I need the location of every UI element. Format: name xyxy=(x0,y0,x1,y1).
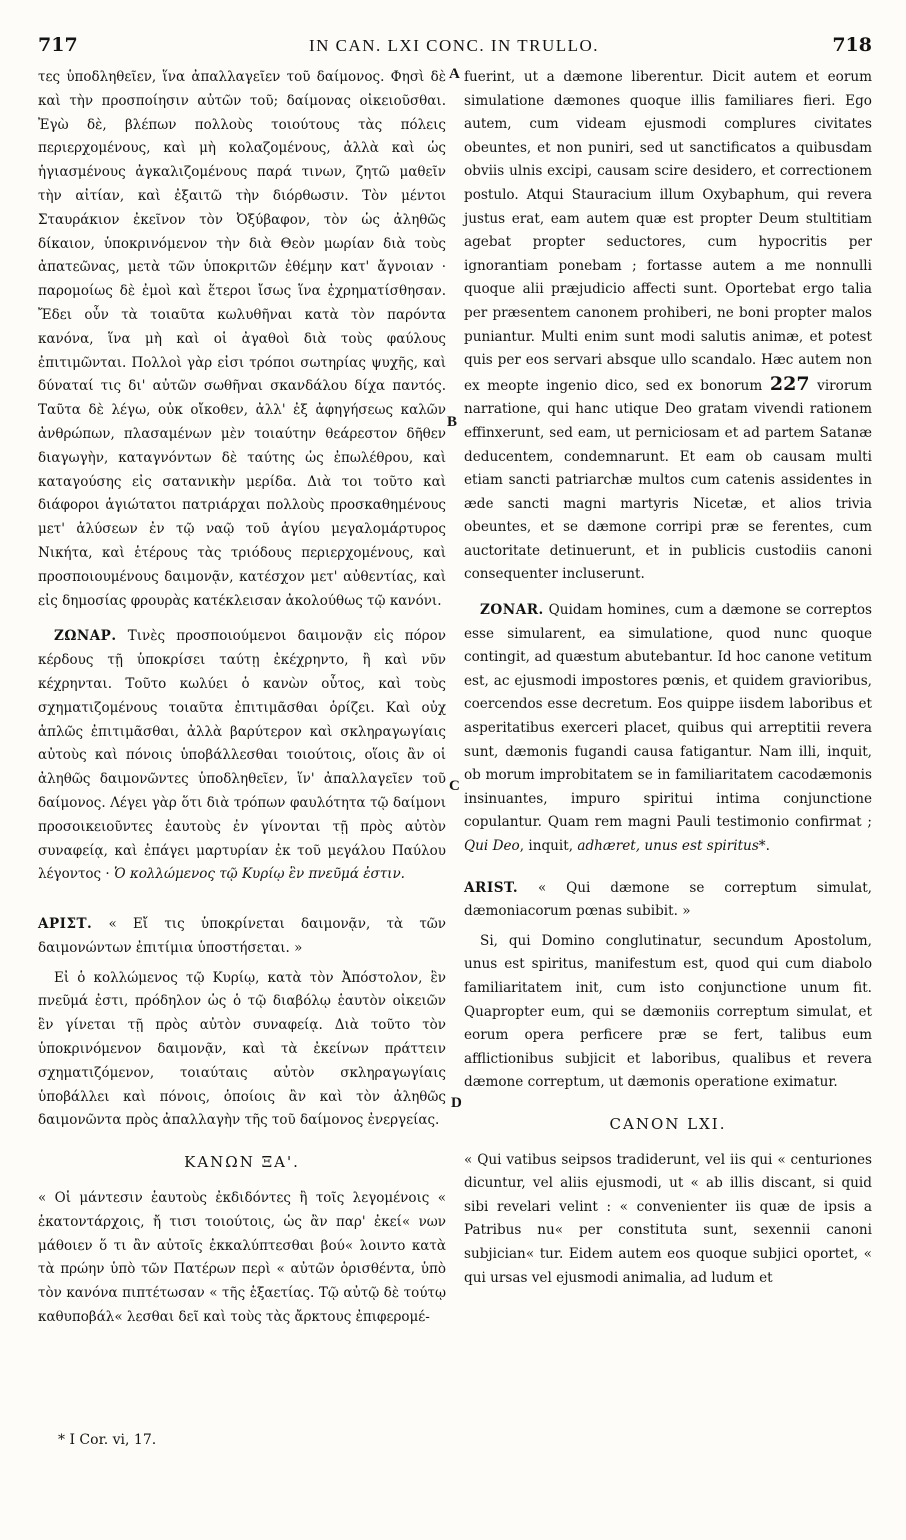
latin-footnote-ref: *. xyxy=(758,838,770,854)
margin-marker-c: C xyxy=(449,778,460,794)
margin-marker-a: A xyxy=(449,66,460,82)
latin-canon-heading: CANON LXI. xyxy=(609,1114,727,1133)
latin-column xyxy=(464,66,872,1290)
greek-column xyxy=(38,66,446,1330)
latin-zonaras-quote-2: adhæret, unus est spiritus xyxy=(577,838,759,854)
footnote: * I Cor. vi, 17. xyxy=(58,1432,157,1448)
running-title: IN CAN. LXI CONC. IN TRULLO. xyxy=(308,36,600,55)
running-header xyxy=(36,34,872,62)
latin-aristenus-quote: « Qui dæmone se correptum simulat, dæmoniacorum pœnas subibit. » xyxy=(464,879,872,920)
greek-canon-heading: ΚΑΝΩΝ ΞΑ'. xyxy=(184,1153,300,1172)
latin-aristenus-summary xyxy=(464,877,872,924)
latin-paragraph-main xyxy=(464,66,872,587)
greek-canon-text: « Οἱ μάντεσιν ἑαυτοὺς ἐκδιδόντες ἢ τοῖς λεγομένοις « ἑκατοντάρχοις, ἤ τισι τοιούτοις, ὡς ἂν παρ' ἐκεί« νων μάθοιεν ὅ τι ἂν αὐτοῖς ἐκκαλύπτεσθαι βού« λοιντο κατὰ τὰ πρώην ὑπὸ τῶν Πατέρων περὶ « αὐτῶν ὁρισθέντα, ὑπὸ τὸν κανόνα πιπτέτωσαν « τῆς ἑξαετίας. Τῷ αὐτῷ δὲ τούτῳ καθυποβάλ« λεσθαι δεῖ καὶ τοὺς τὰς ἄρκτους ἐπιφερομέ- xyxy=(38,1190,446,1326)
greek-paragraph-main: τες ὑποδληθεῖεν, ἵνα ἀπαλλαγεῖεν τοῦ δαίμονος. Φησὶ δὲ καὶ τὴν προσποίησιν αὐτῶν τοῦ; δαίμονας οἰκειοῦσθαι. Ἐγὼ δὲ, βλέπων πολλοὺς τοιούτους τὰς πόλεις περιερχομένους, καὶ μὴ κολαζομένους, ἀλλὰ καὶ ὡς ἡγιασμένους ἀγκαλιζομένους παρά τινων, ζητῶ μαθεῖν τὴν αἰτίαν, καὶ ἐξαιτῶ τὴν διόρθωσιν. Τὸν μέντοι Σταυράκιον ἐκεῖνον τὸν Ὀξύβαφον, τὸν ὡς ἀληθῶς δίκαιον, ὑποκρινόμενον τὴν διὰ Θεὸν μωρίαν διὰ τοὺς ἀπατεῶνας, μετὰ τῶν ὑποκριτῶν ἐθέμην κατ' ἄγνοιαν · παρομοίως δὲ ἐμοὶ καὶ ἕτεροι ἴσως ἵνα ἐχρηματίσθησαν. Ἔδει οὖν τὰ τοιαῦτα κωλυθῆναι κατὰ τὸν παρόντα κανόνα, ἵνα μὴ καὶ οἱ ἀγαθοὶ διὰ τοὺς φαύλους ἐπιτιμῶνται. Πολλοὶ γὰρ εἰσι τρόποι σωτηρίας ψυχῆς, καὶ δύναταί τις δι' αὐτῶν σωθῆναι σκανδάλου δίχα παντός. Ταῦτα δὲ λέγω, οὐκ οἴκοθεν, ἀλλ' ἐξ ἀφηγήσεως καλῶν ἀνθρώπων, πλασαμένων μὲν τοιαύτην θεάρεστον δῆθεν διαγωγὴν, καταγνόντων δὲ ταύτης ὡς ἐπωλέθρου, καὶ καταγούσης εἰς σατανικὴν μερίδα. Διὰ τοι τοῦτο καὶ διάφοροι ἁγιώτατοι πατριάρχαι πολλοὺς προσκαθημένους μετ' ἁλύσεων ἐν τῷ ναῷ τοῦ ἁγίου μεγαλομάρτυρος Νικήτα, καὶ ἑτέρους τὰς τριόδους περιερχομένους, καὶ προσποιουμένους δαιμονᾷν, κατέσχον μετ' αὐθεντίας, καὶ εἰς δημοσίας φρουρὰς κατέκλεισαν ἀκολούθως τῷ κανόνι. xyxy=(38,69,446,609)
latin-aristenus-text: Si, qui Domino conglutinatur, secundum Apostolum, unus est spiritus, manifestum est, quod qui cum diabolo familiaritatem init, cum isto conjunctione unum fit. Quapropter eum, qui se dæmoniis correptum simulat, et eorum opera perficere præ se fert, talibus eum afflictionibus subjicit et laboribus, qualibus et revera dæmone correptum, ut dæmonis operatione eximatur. xyxy=(464,932,872,1091)
latin-paragraph-part-b: virorum narratione, qui hanc utique Deo gratam vivendi rationem effinxerunt, sed eam, ut perniciosam et ad partem Satanæ deducentem, condemnarunt. Et eam ob causam multi etiam sancti patriarchæ multos cum catenis assidentes in æde sancti magni martyris Nicetæ, et alios trivia obeuntes, et se dæmone corripi præ se ferentes, cum auctoritate detinuerunt, et in publicis custodiis canoni consequenter incluserunt. xyxy=(464,377,872,583)
margin-marker-d: D xyxy=(451,1095,462,1111)
latin-zonaras-quote-1: Qui Deo xyxy=(464,838,520,854)
greek-aristenus-quote: « Εἴ τις ὑποκρίνεται δαιμονᾷν, τὰ τῶν δαιμονώντων ἐπιτίμια ὑποστήσεται. » xyxy=(38,916,446,956)
latin-canon-text: « Qui vatibus seipsos tradiderunt, vel iis qui « centuriones dicuntur, vel aliis ejusmodi, ut « ab illis discant, si quid sibi revelari velint : « convenienter iis quæ de ipsis a Patribus nu« per constituta sunt, sexennii canoni subjician« tur. Eidem autem eos quoque subjici oportet, « qui ursas vel ejusmodi animalia, ad ludum et xyxy=(464,1151,872,1286)
page-number-left: 717 xyxy=(38,34,78,56)
latin-zonaras-text: Quidam homines, cum a dæmone se correptos esse simularent, ea simulatione, quod nunc quoque contingit, ad quæstum abutebantur. Id hoc canone vetitum est, ac ejusmodi impostores pœnis, et quidem gravioribus, coercendos esse decretum. Eos quippe iisdem laboribus et asperitatibus exerceri placet, quibus qui arreptitii revera sunt, dæmonis fugandi causa fatigantur. Nam illi, inquit, ob morum improbitatem se in familiaritatem cacodæmonis insinuantes, impuro spiritui intima conjunctione copulantur. Quam rem magni Pauli testimonio confirmat ; xyxy=(464,602,872,831)
latin-paragraph-part-a: fuerint, ut a dæmone liberentur. Dicit autem et eorum simulatione dæmones quoque illis familiares fieri. Ego autem, cum videam ejusmodi complures civitates obeuntes, et non puniri, sed ut sanctificatos a quibusdam obviis ulnis excipi, causam scire desidero, et correctionem postulo. Atqui Stauracium illum Oxybaphum, qui revera justus erat, eam autem quæ est propter Deum stultitiam agebat propter seductores, cum hypocritis per ignorantiam ponebam ; fortasse autem a me nonnulli quoque alii præjudicio affecti sunt. Oportebat ergo talia per præsentem canonem prohiberi, ne boni propter malos puniantur. Multi enim sunt modi salutis animæ, et potest quis per eos servari absque ullo scandalo. Hæc autem non ex meopte ingenio dico, sed ex bonorum xyxy=(464,69,872,394)
greek-aristenus-label: ΑΡΙΣΤ. xyxy=(38,916,93,933)
margin-marker-b: B xyxy=(447,414,458,430)
greek-aristenus-summary xyxy=(38,913,446,961)
latin-zonaras-inquit: , inquit, xyxy=(519,838,574,854)
latin-zonaras-commentary xyxy=(464,599,872,859)
greek-zonaras-quote: Ὁ κολλώμενος τῷ Κυρίῳ ἓν πνεῦμά ἐστιν. xyxy=(114,866,405,883)
column-number-227: 227 xyxy=(769,372,810,395)
page-number-right: 718 xyxy=(832,34,872,56)
greek-zonaras-commentary xyxy=(38,625,446,887)
greek-aristenus-text: Εἰ ὁ κολλώμενος τῷ Κυρίῳ, κατὰ τὸν Ἀπόστολον, ἓν πνεῦμά ἐστι, πρόδηλον ὡς ὁ τῷ διαβόλῳ ἑαυτὸν οἰκειῶν ἓν γίνεται τῇ πρὸς αὐτὸν συναφείᾳ. Διὰ τοῦτο τὸν ὑποκρινόμενον δαιμονᾷν, καὶ τὰ ἐκείνων πράττειν σχηματιζόμενον, τοιαύταις αὐτὸν σκληραγωγίαις ὑποβάλλει καὶ πόνοις, ὁποίοις ἂν καὶ τὸν ἀληθῶς δαιμονῶντα πρὸς ἀπαλλαγὴν τῆς τοῦ δαίμονος ἐνεργείας. xyxy=(38,969,446,1129)
greek-zonaras-text: Τινὲς προσποιούμενοι δαιμονᾷν εἰς πόρον κέρδους τῇ ὑποκρίσει ταύτῃ ἐκέχρηντο, ἢ καὶ νῦν κέχρηνται. Τοῦτο κωλύει ὁ κανὼν οὗτος, καὶ τοὺς σχηματιζομένους τοιαῦτα ἐπιτιμᾶσθαι ὁρίζει. Καὶ οὐχ ἁπλῶς ἐπιτιμᾶσθαι, ἀλλὰ βαρύτερον καὶ σκληραγωγίαις αὐτοὺς καὶ πόνοις ὑποβάλλεσθαι τοιούτοις, οἵοις ἂν οἱ ἀληθῶς δαιμονῶντες ὑποδληθεῖεν, ἵν' ἀπαλλαγεῖεν τοῦ δαίμονος. Λέγει γὰρ ὅτι διὰ τρόπων φαυλότητα τῷ δαίμονι προσοικειοῦντες ἑαυτοὺς ἐν γίνονται τῇ πρὸς αὐτὸν συναφείᾳ, καὶ ἐπάγει μαρτυρίαν ἐκ τοῦ μεγάλου Παύλου λέγοντος · xyxy=(38,628,446,883)
latin-zonaras-label: ZONAR. xyxy=(480,602,544,619)
greek-zonaras-label: ΖΩΝΑΡ. xyxy=(54,628,117,645)
latin-aristenus-label: ARIST. xyxy=(464,879,519,896)
